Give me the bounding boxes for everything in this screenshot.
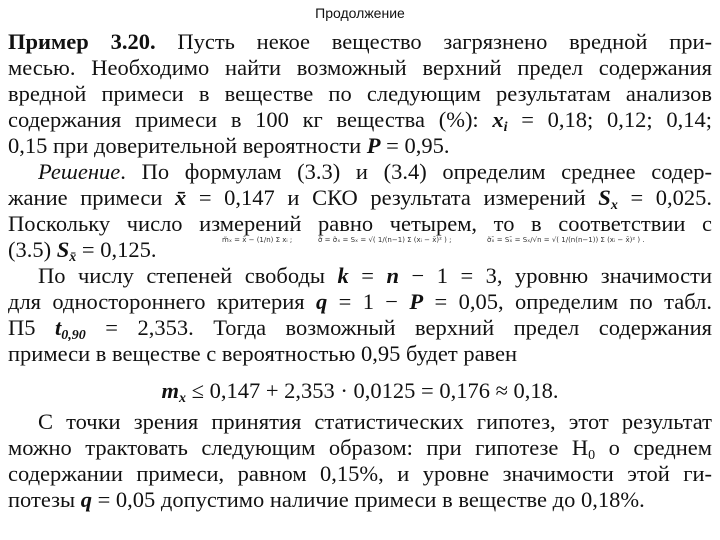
line-2: месью. Необходимо найти возможный верхний предел содержания: [8, 55, 712, 80]
header: Продолжение: [315, 5, 405, 21]
line-16: можно трактовать следующим образом: при гипотезе $H_0$ о среднем: [8, 435, 712, 461]
line-13: примеси в веществе с вероятностью 0,95 будет равен: [8, 341, 518, 366]
line-7: жание примеси x̄ = 0,147 и СКО результата измерений $S_x = 0,025$.: [8, 185, 712, 211]
line-10: По числу степеней свободы k = n − 1 = 3, уровню значимости: [38, 263, 712, 288]
line-9: (3.5) $S_{x̄} = 0,125$.: [8, 237, 157, 263]
line-6: Решение. По формулам (3.3) и (3.4) определим среднее содер-: [38, 159, 712, 184]
formula-sigma-mean: σ̃ₓ̄ = Sₓ̄ = Sₓ/√n = √( 1/(n(n−1)) Σ (xᵢ − x̄)² ) .: [487, 236, 645, 244]
line-17: содержании примеси, равном 0,15%, и уровне значимости этой ги-: [8, 461, 712, 486]
example-label: Пример 3.20.: [8, 29, 156, 54]
line-5: 0,15 при доверительной вероятности P = 0,95.: [8, 133, 450, 158]
line-3: вредной примеси в веществе по следующим результатам анализов: [8, 81, 712, 106]
line-18: потезы q = 0,05 допустимо наличие примеси в веществе до 0,18%.: [8, 487, 645, 512]
line-4: содержания примеси в 100 кг вещества (%): $x_i = 0,18$; 0,12; 0,14;: [8, 107, 712, 133]
line-12: П5 $t_{0,90} = 2,353$. Тогда возможный верхний предел содержания: [8, 315, 712, 341]
line-8: Поскольку число измерений равно четырем, то в соответствии с: [8, 211, 712, 236]
equation-line: $m_x \le 0,147 + 2,353 \cdot 0,0125 = 0,176 \approx 0,18$.: [161, 378, 559, 404]
line-15: С точки зрения принятия статистических гипотез, этот результат: [38, 409, 712, 434]
line-1: Пример 3.20. Пусть некое вещество загрязнено вредной при-: [8, 29, 712, 54]
formula-sigma: σ̃ = σ̃ₓ = Sₓ = √( 1/(n−1) Σ (xᵢ − x̄)² ) ;: [318, 236, 452, 244]
solution-label: Решение: [38, 159, 121, 184]
formula-mean: m̃ₓ = x̄ − (1/n) Σ xᵢ ;: [222, 236, 293, 244]
line-11: для одностороннего критерия q = 1 − P = 0,05, определим по табл.: [8, 289, 712, 314]
